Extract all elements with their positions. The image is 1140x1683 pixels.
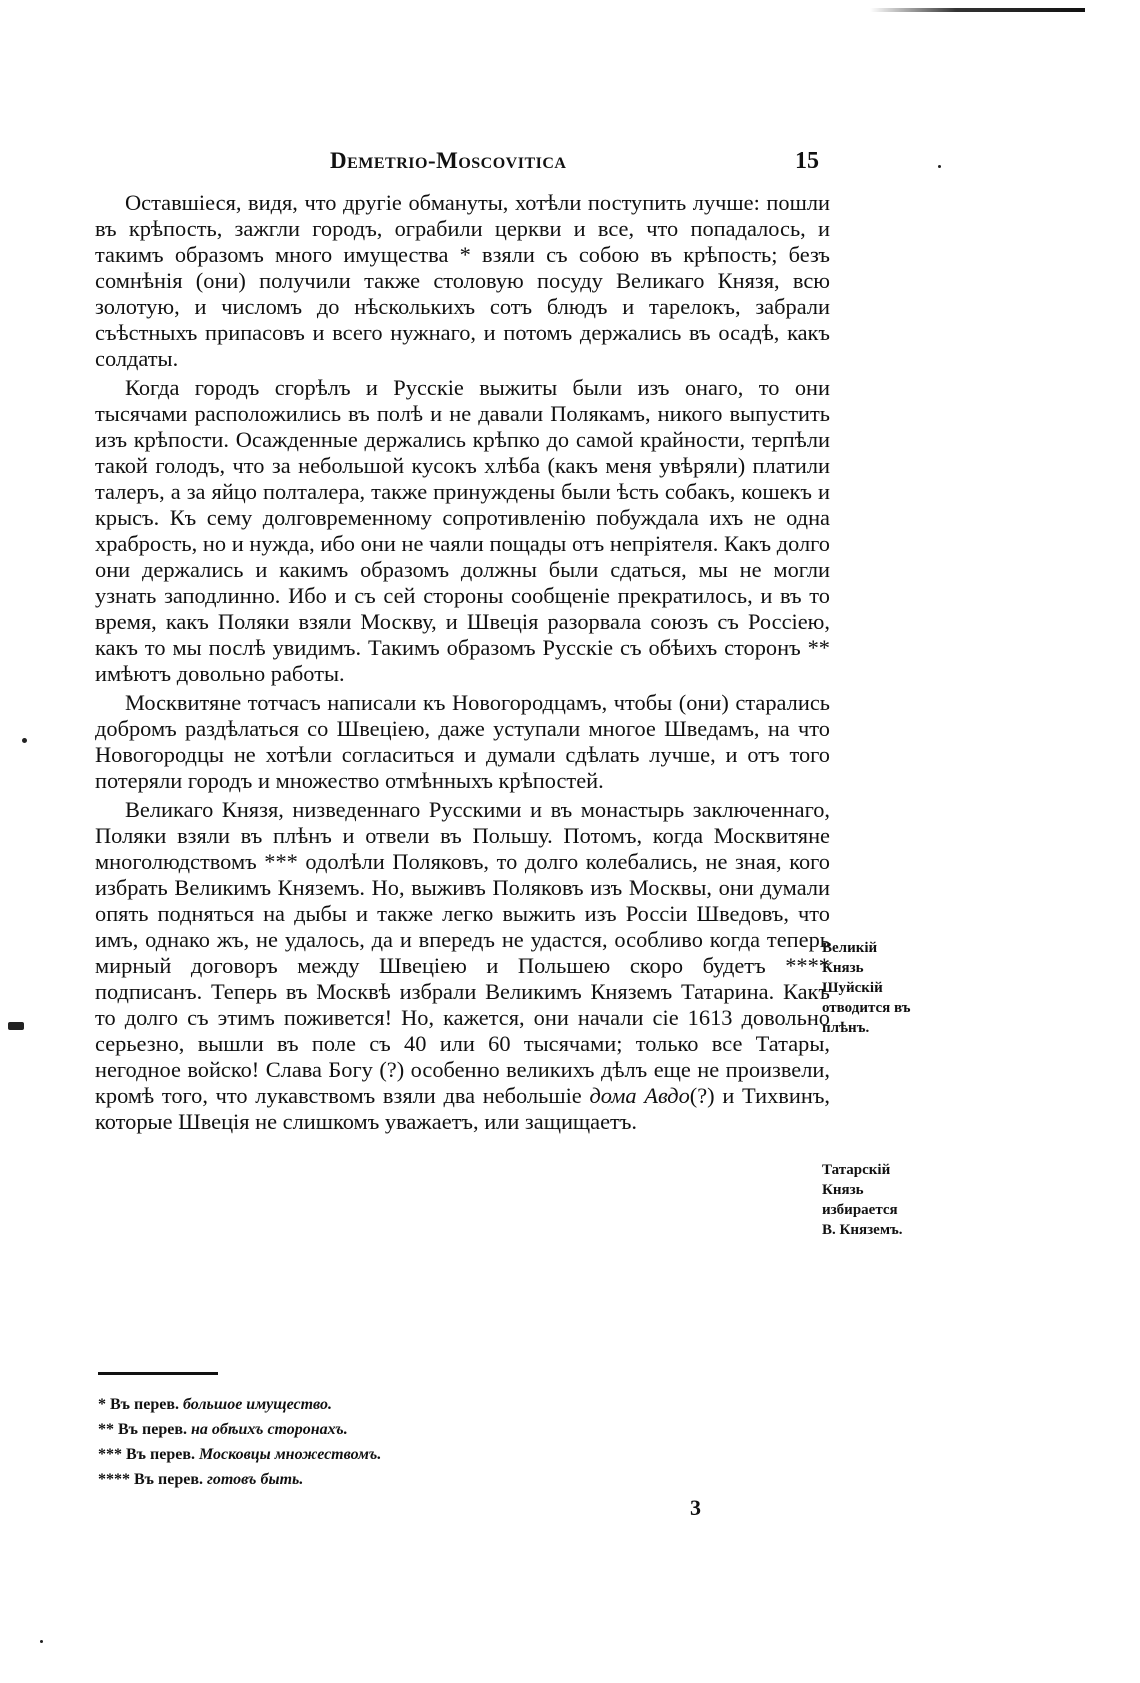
footnotes [98, 1392, 381, 1492]
margin-note-tatar: Татарскій Князь избирается В. Княземъ. [822, 1162, 903, 1238]
top-edge-rule [870, 8, 1085, 12]
paragraph-4-italic: дома Авдо [589, 1083, 690, 1108]
running-title: Demetrio-Moscovitica [330, 148, 567, 173]
footnote-1 [98, 1392, 381, 1417]
print-speck [22, 738, 27, 743]
footnote-1-mark: * [98, 1396, 106, 1413]
footnote-3-mark: *** [98, 1446, 122, 1463]
print-speck [938, 165, 941, 168]
footnote-1-prefix: Въ перев. [110, 1396, 179, 1413]
signature-mark: 3 [690, 1495, 701, 1520]
footnote-3-text: Московцы множествомъ. [198, 1446, 382, 1463]
print-speck [8, 1022, 24, 1030]
footnote-2-mark: ** [98, 1421, 114, 1438]
paragraph-4-end: (?) и Тихвинъ, которые Швеція не слишкомъ уважаетъ, или защищаетъ. [95, 1083, 830, 1134]
paragraph-1: Оставшіеся, видя, что другіе обмануты, хотѣли поступить лучше: пошли въ крѣпость, зажгли городъ, ограбили церкви и все, что попадалось, и такимъ образомъ много имущества * взяли съ собою въ крѣпость; безъ сомнѣнія (они) получили также столовую посуду Великаго Князя, всю золотую, и числомъ до нѣсколькихъ сотъ блюдъ и тарелокъ, забрали съѣстныхъ припасовъ и всего нужнаго, и потомъ держались въ осадѣ, какъ солдаты. [95, 190, 830, 371]
paragraph-3: Москвитяне тотчасъ написали къ Новогородцамъ, чтобы (они) старались добромъ раздѣлаться со Швеціею, даже уступали многое Шведамъ, на что Новогородцы не хотѣли согласиться и думали сдѣлать лучше, и отъ того потеряли городъ и множество отмѣнныхъ крѣпостей. [95, 690, 830, 793]
footnote-4-prefix: Въ перев. [134, 1471, 203, 1488]
footnote-4 [98, 1467, 381, 1492]
paragraph-4 [95, 797, 830, 1135]
page-number: 15 [795, 148, 819, 174]
footnote-rule [98, 1372, 218, 1375]
print-speck [40, 1640, 43, 1643]
footnote-2-text: на обѣихъ сторонахъ. [190, 1421, 348, 1438]
paragraph-2: Когда городъ сгорѣлъ и Русскіе выжиты были изъ онаго, то они тысячами расположились въ полѣ и не давали Полякамъ, никого выпустить изъ крѣпости. Осажденные держались крѣпко до самой крайности, терпѣли такой голодъ, что за небольшой кусокъ хлѣба (какъ меня увѣряли) платили талеръ, а за яйцо полталера, также принуждены были ѣсть собакъ, кошекъ и крысъ. Къ сему долговременному сопротивленію побуждала ихъ не одна храбрость, но и нужда, ибо они не чаяли пощады отъ непріятеля. Какъ долго они держались и какимъ образомъ должны были сдаться, мы не могли узнать заподлинно. Ибо и съ сей стороны сообщеніе прекратилось, и въ то время, какъ Поляки взяли Москву, и Швеція разорвала союзъ съ Россіею, какъ то мы послѣ увидимъ. Такимъ образомъ Русскіе съ обѣихъ сторонъ ** имѣютъ довольно работы. [95, 375, 830, 686]
footnote-3 [98, 1442, 381, 1467]
margin-note-shuisky: Великій Князь Шуйскій отводится въ плѣнъ. [822, 940, 911, 1036]
body-text [95, 190, 830, 1135]
footnote-2 [98, 1417, 381, 1442]
footnote-1-text: большое имущество. [182, 1396, 332, 1413]
footnote-4-mark: **** [98, 1471, 130, 1488]
paragraph-4-main: Великаго Князя, низведеннаго Русскими и въ монастырь заключеннаго, Поляки взяли въ плѣнъ и отвели въ Польшу. Потомъ, когда Москвитяне многолюдствомъ *** одолѣли Поляковъ, то долго колебались, не зная, кого избрать Великимъ Княземъ. Но, выживъ Поляковъ изъ Москвы, они думали опять подняться на дыбы и также легко выжить изъ Россіи Шведовъ, что имъ, однако жъ, не удалось, да и впередъ не удастся, особливо когда теперь мирный договоръ между Швеціею и Польшею скоро будетъ **** подписанъ. Теперь въ Москвѣ избрали Великимъ Княземъ Татарина. Какъ то долго съ этимъ поживется! Но, кажется, они начали сіе 1613 довольно серьезно, вышли въ поле съ 40 или 60 тысячами; только все Татары, негодное войско! Слава Богу (?) особенно великихъ дѣлъ еще не произвели, кромѣ того, что лукавствомъ взяли два небольшіе [95, 797, 830, 1108]
footnote-3-prefix: Въ перев. [126, 1446, 195, 1463]
footnote-2-prefix: Въ перев. [118, 1421, 187, 1438]
footnote-4-text: готовъ быть. [206, 1471, 304, 1488]
